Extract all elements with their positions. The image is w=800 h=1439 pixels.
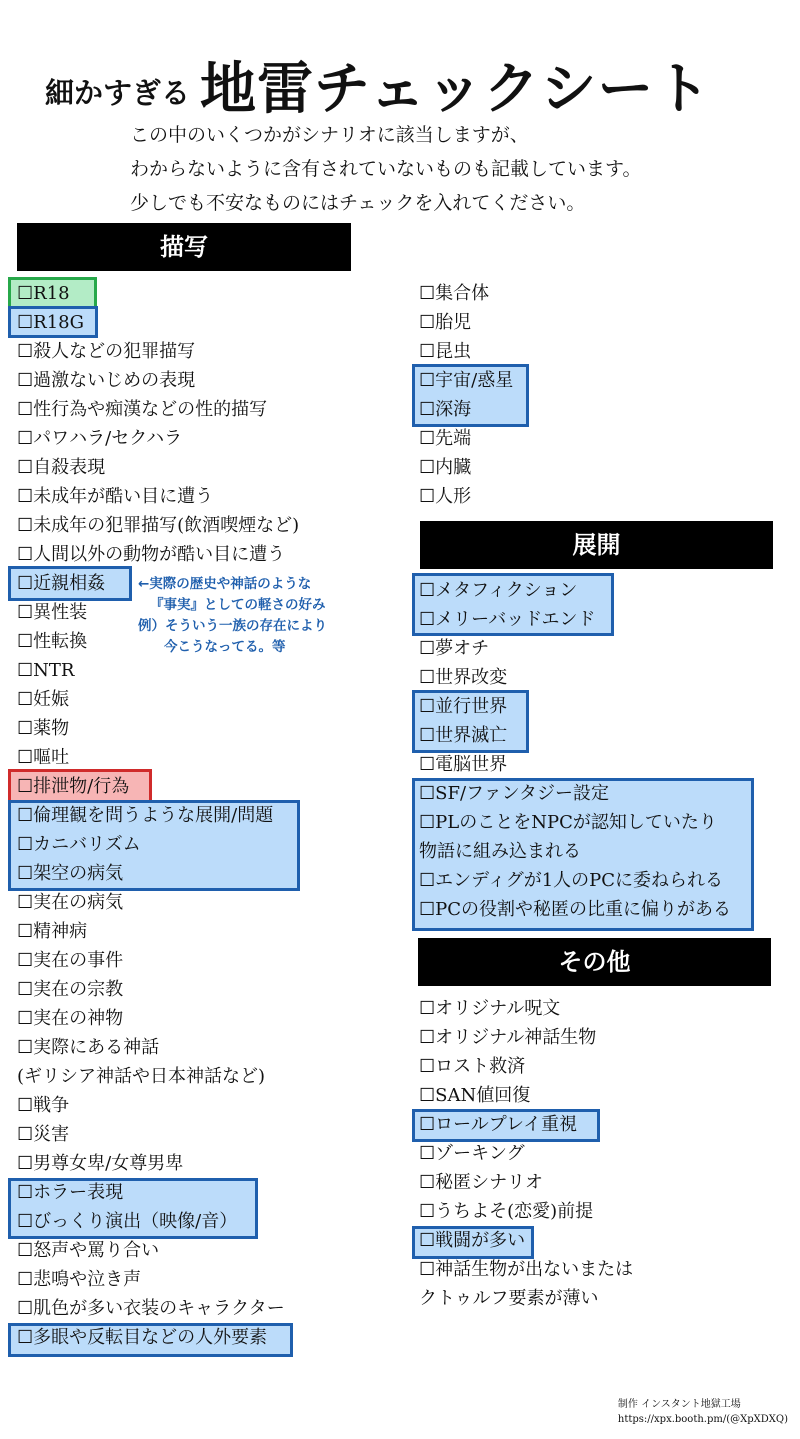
checkbox-icon[interactable]: ☐	[17, 1182, 34, 1203]
checkbox-icon[interactable]: ☐	[17, 892, 34, 913]
checkbox-icon[interactable]: ☐	[419, 341, 436, 362]
checklist-item[interactable]	[419, 750, 507, 779]
checkbox-icon[interactable]: ☐	[17, 1124, 34, 1145]
checklist-item-label: メタフィクション	[435, 580, 578, 601]
checkbox-icon[interactable]: ☐	[17, 515, 34, 536]
checklist-item[interactable]	[419, 453, 471, 482]
checklist-item-label: ロスト救済	[435, 1056, 526, 1077]
checklist-item-label: 肌色が多い衣装のキャラクター	[33, 1298, 285, 1319]
checklist-item-label: 近親相姦	[33, 573, 106, 594]
checklist-item-label: 性行為や痴漢などの性的描写	[33, 399, 268, 420]
checklist-item[interactable]	[17, 1265, 141, 1294]
checklist-item-label: 男尊女卑/女尊男卑	[33, 1153, 184, 1174]
checklist-item[interactable]	[17, 1178, 123, 1207]
checklist-item-label: 殺人などの犯罪描写	[33, 341, 196, 362]
checklist-item[interactable]	[17, 859, 123, 888]
checkbox-icon[interactable]: ☐	[17, 1327, 34, 1348]
checklist-item-label: 人間以外の動物が酷い目に遭う	[33, 544, 286, 565]
checkbox-icon[interactable]: ☐	[419, 998, 436, 1019]
checklist-item[interactable]	[419, 1023, 596, 1052]
checkbox-icon[interactable]: ☐	[419, 1085, 436, 1106]
checklist-item[interactable]	[17, 1033, 159, 1062]
checkbox-icon[interactable]: ☐	[17, 776, 34, 797]
checklist-item-label: 薬物	[33, 718, 70, 739]
checkbox-icon[interactable]: ☐	[17, 1240, 34, 1261]
checklist-item[interactable]	[419, 1197, 593, 1226]
checkbox-icon[interactable]: ☐	[419, 1114, 436, 1135]
checklist-item-label: 災害	[33, 1124, 70, 1145]
checklist-item-label: エンディグが1人のPCに委ねられる	[435, 870, 724, 891]
checklist-item-label: ホラー表現	[33, 1182, 124, 1203]
checklist-item[interactable]	[17, 627, 87, 656]
checklist-item[interactable]	[419, 279, 489, 308]
checklist-item[interactable]	[419, 1226, 525, 1255]
checklist-item-label: クトゥルフ要素が薄い	[419, 1288, 599, 1309]
checklist-item-label: メリーバッドエンド	[435, 609, 596, 630]
checkbox-icon[interactable]: ☐	[17, 370, 34, 391]
note-line: 今こうなってる。等	[164, 639, 286, 655]
checklist-item[interactable]	[419, 994, 560, 1023]
checkbox-icon[interactable]: ☐	[17, 283, 34, 304]
checklist-item-label: 実在の事件	[33, 950, 124, 971]
checklist-item[interactable]	[17, 1323, 267, 1352]
checkbox-icon[interactable]: ☐	[17, 834, 34, 855]
checkbox-icon[interactable]: ☐	[419, 1027, 436, 1048]
checkbox-icon[interactable]: ☐	[17, 1269, 34, 1290]
checklist-item-label: オリジナル神話生物	[435, 1027, 597, 1048]
checklist-item[interactable]	[17, 888, 123, 917]
checklist-item-label: びっくり演出（映像/音）	[33, 1211, 238, 1232]
checklist-item-label: 異性装	[33, 602, 88, 623]
checklist-item-label: 多眼や反転目などの人外要素	[33, 1327, 268, 1348]
checklist-item-label: 先端	[435, 428, 472, 449]
checkbox-icon[interactable]: ☐	[419, 696, 436, 717]
checkbox-icon[interactable]: ☐	[419, 1259, 436, 1280]
checkbox-icon[interactable]: ☐	[419, 486, 436, 507]
checklist-item[interactable]	[419, 337, 471, 366]
checklist-item[interactable]	[419, 605, 596, 634]
checklist-item[interactable]	[17, 1149, 183, 1178]
checkbox-icon[interactable]: ☐	[419, 638, 436, 659]
intro-line: この中のいくつかがシナリオに該当しますが、	[130, 124, 529, 146]
checkbox-icon[interactable]: ☐	[419, 1230, 436, 1251]
checkbox-icon[interactable]: ☐	[17, 979, 34, 1000]
checklist-item[interactable]	[419, 366, 513, 395]
checklist-item[interactable]	[419, 1110, 577, 1139]
checklist-item-label: NTR	[33, 660, 75, 681]
checkbox-icon[interactable]: ☐	[419, 754, 436, 775]
section-header-other: その他	[418, 938, 771, 986]
checklist-item-label: 性転換	[33, 631, 88, 652]
checkbox-icon[interactable]: ☐	[419, 428, 436, 449]
checklist-item[interactable]	[17, 830, 141, 859]
checklist-item-label: オリジナル呪文	[435, 998, 561, 1019]
checkbox-icon[interactable]: ☐	[419, 457, 436, 478]
checklist-item[interactable]	[17, 366, 195, 395]
checkbox-icon[interactable]: ☐	[17, 428, 34, 449]
page-title: 地雷チェックシート	[200, 57, 712, 122]
checkbox-icon[interactable]: ☐	[419, 870, 436, 891]
checklist-item-label: 実在の病気	[33, 892, 124, 913]
credit-line: https://xpx.booth.pm/(@XpXDXQ)	[617, 1414, 788, 1425]
checklist-item[interactable]	[419, 482, 471, 511]
checklist-item[interactable]	[419, 308, 471, 337]
checklist-item-label: ゾーキング	[435, 1143, 525, 1164]
checklist-item-label: 倫理観を問うような展開/問題	[33, 805, 274, 826]
checklist-item-label: 世界滅亡	[435, 725, 508, 746]
checklist-item-label: 宇宙/惑星	[435, 370, 514, 391]
checkbox-icon[interactable]: ☐	[419, 580, 436, 601]
checklist-item[interactable]	[419, 395, 471, 424]
checkbox-icon[interactable]: ☐	[17, 660, 34, 681]
note-line: 『事実』としての軽さの好み	[150, 597, 326, 613]
checkbox-icon[interactable]: ☐	[17, 544, 34, 565]
checkbox-icon[interactable]: ☐	[17, 1008, 34, 1029]
credit-line: 制作 インスタント地獄工場	[617, 1399, 741, 1410]
checklist-item[interactable]	[419, 779, 609, 808]
checkbox-icon[interactable]: ☐	[419, 609, 436, 630]
section-header-depiction: 描写	[17, 223, 351, 271]
checklist-item-label: (ギリシア神話や日本神話など)	[17, 1066, 266, 1087]
checkbox-icon[interactable]: ☐	[17, 689, 34, 710]
checkbox-icon[interactable]: ☐	[17, 457, 34, 478]
checkbox-icon[interactable]: ☐	[17, 1211, 34, 1232]
checklist-item-continuation	[419, 1284, 599, 1313]
checklist-item[interactable]	[17, 946, 123, 975]
checklist-item-label: 実在の宗教	[33, 979, 124, 1000]
checkbox-icon[interactable]: ☐	[17, 573, 34, 594]
checklist-item[interactable]	[17, 1091, 69, 1120]
checkbox-icon[interactable]: ☐	[17, 602, 34, 623]
checklist-item-label: 精神病	[33, 921, 88, 942]
checklist-item-label: カニバリズム	[33, 834, 141, 855]
checklist-item-label: SAN値回復	[435, 1085, 531, 1106]
checklist-item-label: 秘匿シナリオ	[435, 1172, 543, 1193]
checklist-item-label: SF/ファンタジー設定	[435, 783, 609, 804]
checkbox-icon[interactable]: ☐	[419, 1056, 436, 1077]
checklist-item[interactable]	[17, 279, 70, 308]
checklist-item[interactable]	[17, 656, 74, 685]
checklist-item[interactable]	[17, 801, 273, 830]
checkbox-icon[interactable]: ☐	[419, 399, 436, 420]
checklist-item[interactable]	[419, 1168, 543, 1197]
checkbox-icon[interactable]: ☐	[419, 1172, 436, 1193]
checklist-item[interactable]	[17, 1207, 237, 1236]
checklist-item[interactable]	[17, 714, 69, 743]
checklist-item[interactable]	[17, 424, 182, 453]
checkbox-icon[interactable]: ☐	[419, 283, 436, 304]
checklist-item-label: 物語に組み込まれる	[419, 841, 581, 862]
checklist-item-label: パワハラ/セクハラ	[33, 428, 183, 449]
checklist-item[interactable]	[17, 395, 267, 424]
checklist-item[interactable]	[419, 576, 577, 605]
checkbox-icon[interactable]: ☐	[17, 921, 34, 942]
checkbox-icon[interactable]: ☐	[419, 783, 436, 804]
intro-text	[130, 118, 641, 220]
checklist-item[interactable]	[17, 1294, 285, 1323]
checklist-item-label: 胎児	[435, 312, 472, 333]
checklist-item-label: 集合体	[435, 283, 490, 304]
checklist-item-label: R18G	[33, 312, 84, 333]
section-header-development: 展開	[420, 521, 773, 569]
checklist-item-label: 架空の病気	[33, 863, 124, 884]
checklist-item[interactable]	[17, 975, 123, 1004]
checklist-item[interactable]	[17, 511, 299, 540]
checklist-item-continuation	[419, 837, 581, 866]
checkbox-icon[interactable]: ☐	[17, 486, 34, 507]
checkbox-icon[interactable]: ☐	[17, 1298, 34, 1319]
checklist-item[interactable]	[419, 1139, 525, 1168]
checklist-item[interactable]	[419, 1255, 633, 1284]
checklist-item[interactable]	[419, 895, 731, 924]
checklist-item[interactable]	[17, 685, 69, 714]
checkbox-icon[interactable]: ☐	[17, 341, 34, 362]
checkbox-icon[interactable]: ☐	[17, 718, 34, 739]
intro-line: わからないように含有されていないものも記載しています。	[130, 158, 642, 180]
checklist-item-label: R18	[33, 283, 70, 304]
checklist-item-label: 自殺表現	[33, 457, 106, 478]
checklist-item-label: 未成年の犯罪描写(飲酒喫煙など)	[33, 515, 300, 536]
checklist-item[interactable]	[419, 424, 471, 453]
checkbox-icon[interactable]: ☐	[419, 312, 436, 333]
checklist-item[interactable]	[17, 598, 87, 627]
checklist-item[interactable]	[17, 308, 84, 337]
checklist-item-label: 昆虫	[435, 341, 472, 362]
checklist-item[interactable]	[419, 1052, 525, 1081]
checkbox-icon[interactable]: ☐	[17, 1153, 34, 1174]
annotation-note	[138, 574, 327, 658]
checklist-item-label: 悲鳴や泣き声	[33, 1269, 142, 1290]
checkbox-icon[interactable]: ☐	[17, 1095, 34, 1116]
page-title-area	[45, 38, 712, 122]
checklist-item-label: PCの役割や秘匿の比重に偏りがある	[435, 899, 732, 920]
note-line: ←実際の歴史や神話のような	[138, 576, 312, 592]
checklist-item-label: 妊娠	[33, 689, 70, 710]
checklist-item-label: 戦闘が多い	[435, 1230, 526, 1251]
checklist-item-label: 怒声や罵り合い	[33, 1240, 160, 1261]
checklist-item-label: 人形	[435, 486, 472, 507]
checklist-item-label: 未成年が酷い目に遭う	[33, 486, 214, 507]
checklist-item-label: 嘔吐	[33, 747, 70, 768]
checklist-item-label: 戦争	[33, 1095, 70, 1116]
checklist-item-label: 神話生物が出ないまたは	[435, 1259, 634, 1280]
checklist-item[interactable]	[17, 743, 69, 772]
checkbox-icon[interactable]: ☐	[419, 1201, 436, 1222]
checkbox-icon[interactable]: ☐	[17, 747, 34, 768]
checkbox-icon[interactable]: ☐	[17, 1037, 34, 1058]
checkbox-icon[interactable]: ☐	[17, 399, 34, 420]
checklist-item-label: 電脳世界	[435, 754, 508, 775]
credit	[618, 1397, 788, 1427]
checklist-item[interactable]	[17, 1120, 69, 1149]
checklist-item-label: PLのことをNPCが認知していたり	[435, 812, 717, 833]
checklist-item-label: 排泄物/行為	[33, 776, 130, 797]
checklist-item[interactable]	[17, 482, 213, 511]
checklist-item[interactable]	[17, 540, 285, 569]
checkbox-icon[interactable]: ☐	[419, 667, 436, 688]
checklist-item-label: 夢オチ	[435, 638, 490, 659]
checklist-item[interactable]	[419, 634, 489, 663]
checklist-item[interactable]	[17, 1004, 123, 1033]
checklist-item[interactable]	[17, 453, 105, 482]
checklist-item-label: 内臓	[435, 457, 472, 478]
checkbox-icon[interactable]: ☐	[419, 370, 436, 391]
checkbox-icon[interactable]: ☐	[17, 805, 34, 826]
checklist-item-label: 深海	[435, 399, 472, 420]
checkbox-icon[interactable]: ☐	[419, 725, 436, 746]
checkbox-icon[interactable]: ☐	[419, 899, 436, 920]
checkbox-icon[interactable]: ☐	[17, 950, 34, 971]
checklist-item[interactable]	[17, 772, 129, 801]
checklist-item[interactable]	[419, 692, 507, 721]
checkbox-icon[interactable]: ☐	[17, 863, 34, 884]
checklist-item-label: 実在の神物	[33, 1008, 124, 1029]
checklist-item[interactable]	[419, 721, 507, 750]
note-line: 例）そういう一族の存在により	[138, 618, 327, 634]
checkbox-icon[interactable]: ☐	[419, 812, 436, 833]
intro-line: 少しでも不安なものにはチェックを入れてください。	[130, 192, 586, 214]
checklist-item-label: 世界改変	[435, 667, 508, 688]
checkbox-icon[interactable]: ☐	[419, 1143, 436, 1164]
checklist-item[interactable]	[17, 569, 105, 598]
checklist-item[interactable]	[17, 917, 87, 946]
checklist-item-label: 並行世界	[435, 696, 508, 717]
checklist-item[interactable]	[17, 1236, 159, 1265]
checklist-item[interactable]	[419, 1081, 530, 1110]
checklist-item[interactable]	[17, 337, 195, 366]
checklist-item-label: うちよそ(恋愛)前提	[435, 1201, 594, 1222]
checklist-item-continuation	[17, 1062, 265, 1091]
checkbox-icon[interactable]: ☐	[17, 631, 34, 652]
checklist-item[interactable]	[419, 663, 507, 692]
checkbox-icon[interactable]: ☐	[17, 312, 34, 333]
checklist-item-label: ロールプレイ重視	[435, 1114, 578, 1135]
checklist-item-label: 実際にある神話	[33, 1037, 160, 1058]
checklist-item[interactable]	[419, 808, 717, 837]
page-subtitle: 細かすぎる	[45, 76, 191, 110]
checklist-item[interactable]	[419, 866, 723, 895]
checklist-item-label: 過激ないじめの表現	[33, 370, 196, 391]
